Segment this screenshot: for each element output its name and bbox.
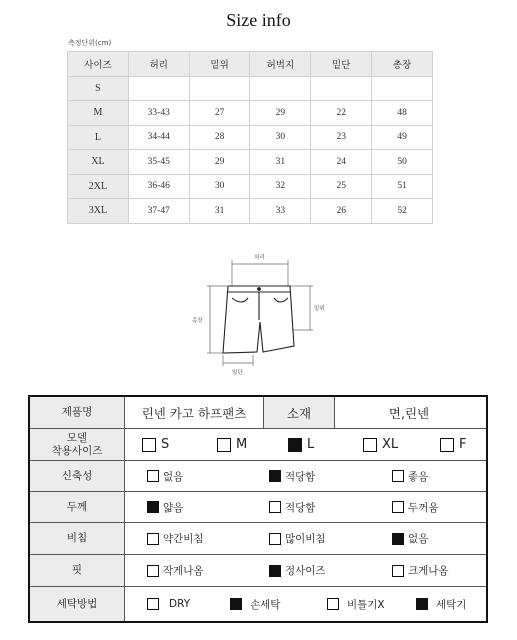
product-info-table [28, 395, 488, 623]
rise-label: 밑위 [314, 306, 325, 312]
checkbox[interactable] [392, 470, 404, 482]
checkbox[interactable] [147, 501, 159, 513]
cell-thigh: 29 [250, 101, 311, 126]
fit-option-large[interactable]: 크게나옴 [392, 555, 449, 586]
checkbox[interactable] [288, 438, 302, 452]
material-label: 소재 [263, 397, 335, 428]
checkbox[interactable] [147, 533, 159, 545]
shorts-diagram [190, 250, 340, 378]
checkbox[interactable] [147, 470, 159, 482]
cell-length: 49 [372, 125, 433, 150]
model-size-option-m[interactable]: M [217, 429, 247, 460]
waist-label: 허리 [254, 255, 265, 261]
thickness-label: 두께 [30, 492, 125, 522]
model-size-option-s[interactable]: S [142, 429, 169, 460]
size-table-row [68, 125, 433, 150]
cell-size: 2XL [68, 174, 129, 199]
thickness-option-thin[interactable]: 얇음 [147, 492, 183, 522]
checkbox[interactable] [269, 501, 281, 513]
product-label: 제품명 [30, 397, 125, 428]
cell-rise: 27 [189, 101, 250, 126]
cell-thigh: 33 [250, 199, 311, 224]
cell-hem: 26 [311, 199, 372, 224]
model-size-option-f[interactable]: F [440, 429, 466, 460]
cell-thigh: 31 [250, 150, 311, 175]
material-value: 면,린넨 [388, 405, 430, 421]
cell-size: L [68, 125, 129, 150]
cell-rise: 29 [189, 150, 250, 175]
unit-note: 측정단위(cm) [68, 39, 112, 47]
checkbox[interactable] [269, 533, 281, 545]
size-table-row [68, 174, 433, 199]
header-rise: 밑위 [189, 52, 250, 77]
fit-option-small[interactable]: 작게나옴 [147, 555, 204, 586]
model-size-row [30, 429, 486, 461]
checkbox[interactable] [440, 438, 454, 452]
length-label: 총장 [192, 318, 203, 324]
stretch-option-moderate[interactable]: 적당함 [269, 461, 315, 491]
size-table-row [68, 199, 433, 224]
checkbox[interactable] [269, 565, 281, 577]
checkbox[interactable] [392, 533, 404, 545]
stretch-option-good[interactable]: 좋음 [392, 461, 428, 491]
cell-waist: 33-43 [128, 101, 189, 126]
shorts-outline [223, 286, 294, 353]
header-hem: 밑단 [311, 52, 372, 77]
header-thigh: 허벅지 [250, 52, 311, 77]
cell-waist: 37-47 [128, 199, 189, 224]
fit-label: 핏 [30, 555, 125, 586]
cell-size: XL [68, 150, 129, 175]
wash-option-machine[interactable]: 세탁기 [416, 587, 466, 621]
sheer-option-slight[interactable]: 약간비침 [147, 523, 204, 554]
cell-size: 3XL [68, 199, 129, 224]
cell-waist: 36-46 [128, 174, 189, 199]
fit-row [30, 555, 486, 587]
checkbox[interactable] [147, 598, 159, 610]
size-table [67, 51, 433, 224]
cell-length [372, 76, 433, 101]
checkbox[interactable] [327, 598, 339, 610]
cell-size: S [68, 76, 129, 101]
cell-rise [189, 76, 250, 101]
wash-label: 세탁방법 [30, 587, 125, 621]
page-title: Size info [226, 10, 291, 30]
checkbox[interactable] [392, 565, 404, 577]
cell-hem: 22 [311, 101, 372, 126]
fit-option-true-size[interactable]: 정사이즈 [269, 555, 326, 586]
thickness-option-moderate[interactable]: 적당함 [269, 492, 315, 522]
sheer-option-none[interactable]: 없음 [392, 523, 428, 554]
hem-label: 밑단 [232, 370, 243, 376]
cell-thigh: 32 [250, 174, 311, 199]
sheer-row [30, 523, 486, 555]
wash-row [30, 587, 486, 621]
size-table-row [68, 76, 433, 101]
size-table-row [68, 150, 433, 175]
product-row [30, 397, 486, 429]
size-table-header-row [68, 52, 433, 77]
checkbox[interactable] [416, 598, 428, 610]
cell-size: M [68, 101, 129, 126]
cell-length: 52 [372, 199, 433, 224]
size-table-row [68, 101, 433, 126]
wash-option-dry[interactable]: DRY [147, 587, 190, 621]
stretch-row [30, 461, 486, 492]
checkbox[interactable] [363, 438, 377, 452]
stretch-option-none[interactable]: 없음 [147, 461, 183, 491]
checkbox[interactable] [269, 470, 281, 482]
wash-option-hand-wash[interactable]: 손세탁 [230, 587, 280, 621]
cell-hem: 24 [311, 150, 372, 175]
sheer-option-much[interactable]: 많이비침 [269, 523, 326, 554]
header-length: 총장 [372, 52, 433, 77]
checkbox[interactable] [147, 565, 159, 577]
thickness-option-thick[interactable]: 두꺼움 [392, 492, 438, 522]
sheer-label: 비침 [30, 523, 125, 554]
model-size-option-l[interactable]: L [288, 429, 314, 460]
thickness-row [30, 492, 486, 523]
cell-hem: 25 [311, 174, 372, 199]
cell-length: 51 [372, 174, 433, 199]
cell-waist: 35-45 [128, 150, 189, 175]
cell-rise: 30 [189, 174, 250, 199]
checkbox[interactable] [392, 501, 404, 513]
product-value: 린넨 카고 하프팬츠 [141, 405, 247, 421]
cell-rise: 31 [189, 199, 250, 224]
cell-waist: 34-44 [128, 125, 189, 150]
wash-option-no-wring[interactable]: 비틀기X [327, 587, 385, 621]
header-size: 사이즈 [68, 52, 129, 77]
cell-thigh: 30 [250, 125, 311, 150]
stretch-label: 신축성 [30, 461, 125, 491]
checkbox[interactable] [230, 598, 242, 610]
cell-hem [311, 76, 372, 101]
cell-rise: 28 [189, 125, 250, 150]
cell-length: 48 [372, 101, 433, 126]
header-waist: 허리 [128, 52, 189, 77]
model-size-label: 모델 착용사이즈 [30, 429, 125, 460]
cell-waist [128, 76, 189, 101]
cell-thigh [250, 76, 311, 101]
model-size-option-xl[interactable]: XL [363, 429, 398, 460]
checkbox[interactable] [217, 438, 231, 452]
checkbox[interactable] [142, 438, 156, 452]
cell-length: 50 [372, 150, 433, 175]
cell-hem: 23 [311, 125, 372, 150]
